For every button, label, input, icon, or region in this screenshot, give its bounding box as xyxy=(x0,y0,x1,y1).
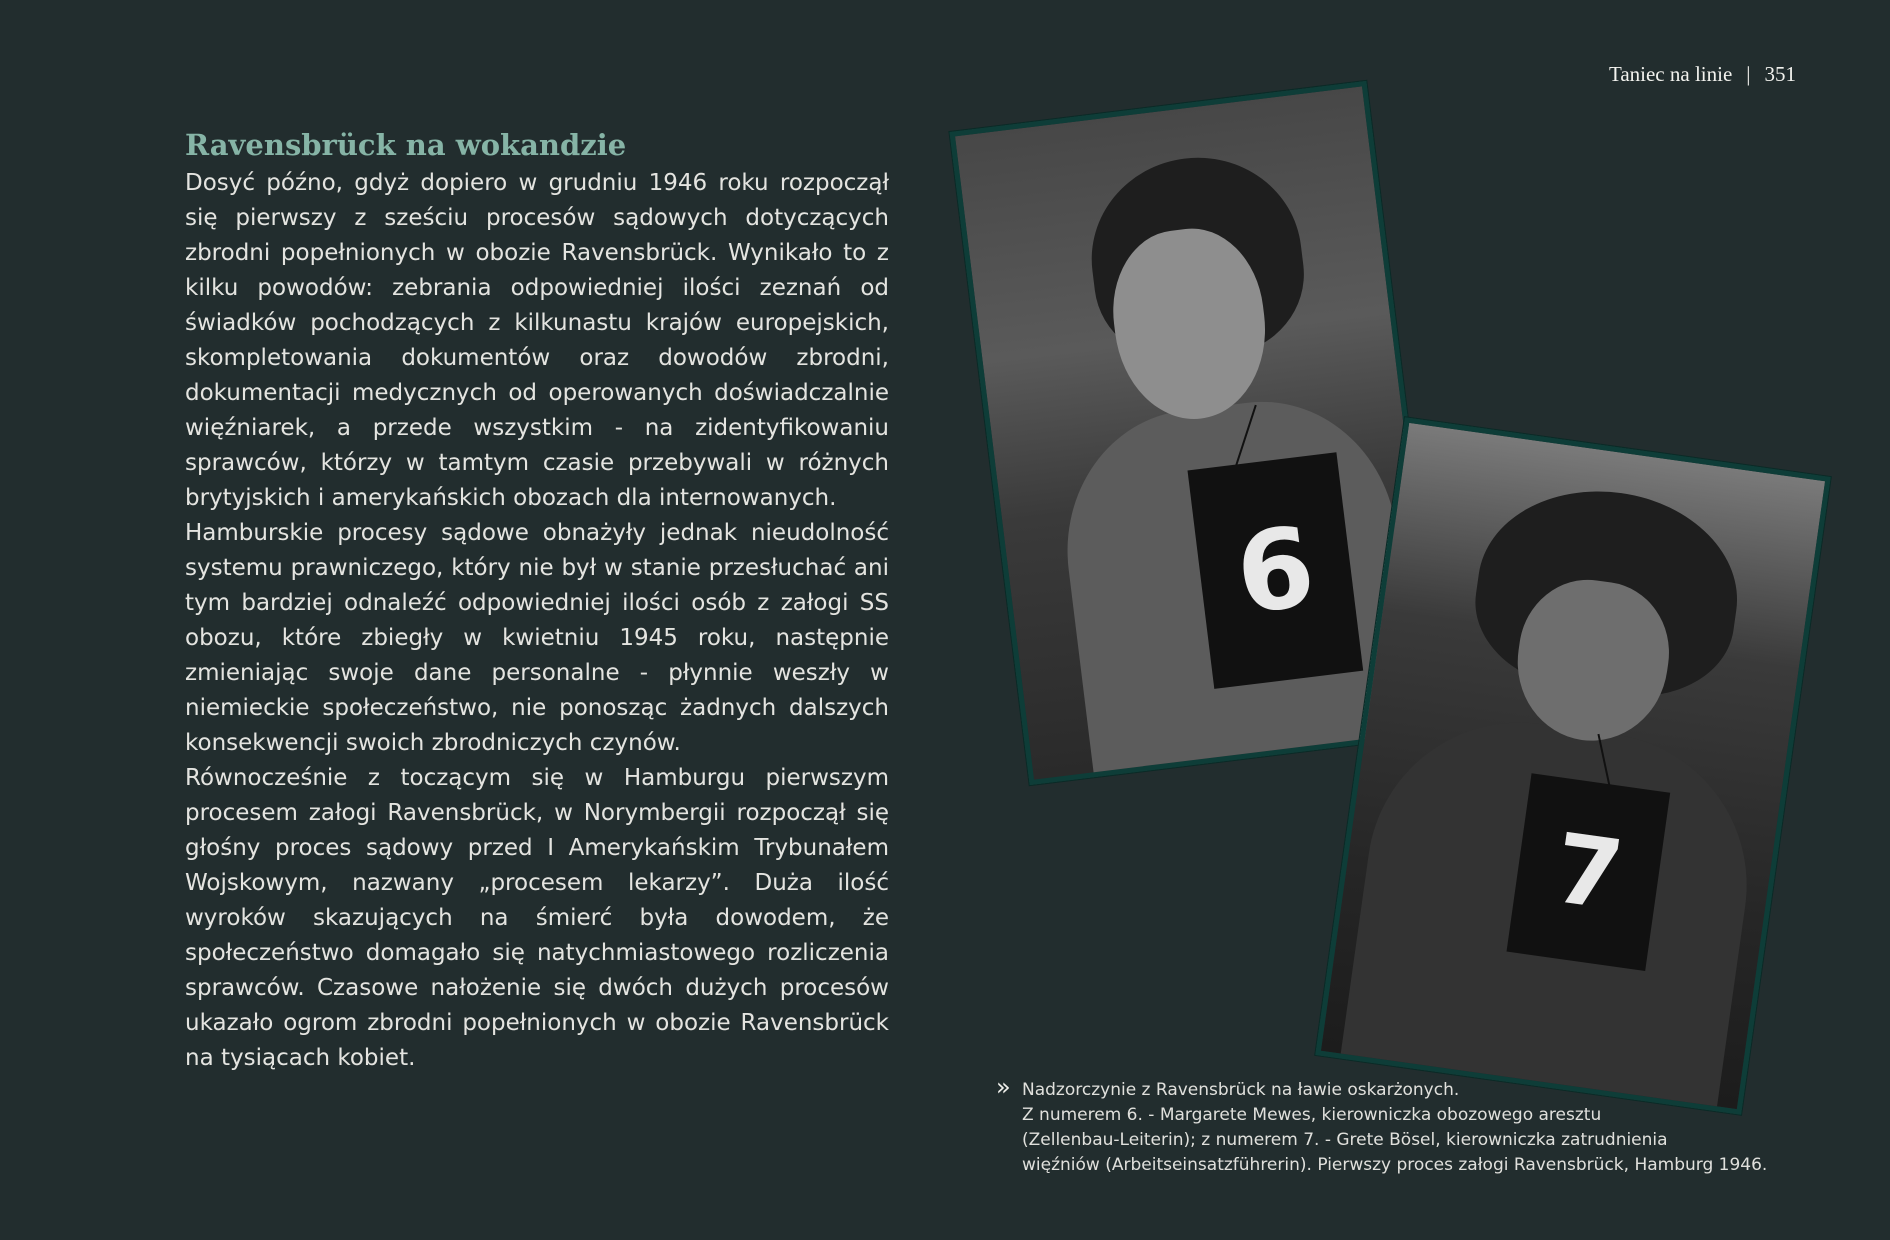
header-separator: | xyxy=(1746,62,1751,86)
photo-defendant-7 xyxy=(1315,417,1830,1115)
article xyxy=(185,126,889,1076)
photo-number-card: 6 xyxy=(1187,452,1363,689)
article-paragraph-3: Równocześnie z toczącym się w Hamburgu pierwszym procesem załogi Ravensbrück, w Norymbergii rozpoczął się głośny proces sądowy przed I Amerykańskim Trybunałem Wojskowym, nazwany „procesem lekarzy”. Duża ilość wyroków skazujących na śmierć była dowodem, że społeczeństwo domagało się natychmiastowego rozliczenia sprawców. Czasowe nałożenie się dwóch dużych procesów ukazało ogrom zbrodni popełnionych w obozie Ravensbrück na tysiącach kobiet. xyxy=(185,765,889,1071)
page-number: 351 xyxy=(1764,62,1796,86)
running-header xyxy=(1609,62,1796,87)
caption-line-1: Nadzorczynie z Ravensbrück na ławie oskarżonych. xyxy=(1022,1080,1460,1100)
article-heading: Ravensbrück na wokandzie xyxy=(185,128,627,162)
photo-caption xyxy=(996,1073,1800,1178)
caption-line-4: więźniów (Arbeitseinsatzführerin). Pierwszy proces załogi Ravensbrück, Hamburg 1946. xyxy=(1022,1155,1768,1175)
photo-number-card: 7 xyxy=(1507,773,1671,971)
caption-line-3: (Zellenbau-Leiterin); z numerem 7. - Grete Bösel, kierowniczka zatrudnienia xyxy=(1022,1130,1668,1150)
double-chevron-right-icon: » xyxy=(996,1073,1011,1101)
article-paragraph-2: Hamburskie procesy sądowe obnażyły jednak nieudolność systemu prawniczego, który nie był w stanie przesłuchać ani tym bardziej odnaleźć odpowiedniej ilości osób z załogi SS obozu, które zbiegły w kwietniu 1945 roku, następnie zmieniając swoje dane personalne - płynnie weszły w niemieckie społeczeństwo, nie ponosząc żadnych dalszych konsekwencji swoich zbrodniczych czynów. xyxy=(185,520,889,756)
header-title: Taniec na linie xyxy=(1608,62,1733,86)
caption-line-2: Z numerem 6. - Margarete Mewes, kierowniczka obozowego aresztu xyxy=(1022,1105,1602,1125)
article-paragraph-1: Dosyć późno, gdyż dopiero w grudniu 1946 roku rozpoczął się pierwszy z sześciu procesów sądowych dotyczących zbrodni popełnionych w obozie Ravensbrück. Wynikało to z kilku powodów: zebrania odpowiedniej ilości zeznań od świadków pochodzących z kilkunastu krajów europejskich, skompletowania dokumentów oraz dowodów zbrodni, dokumentacji medycznych od operowanych doświadczalnie więźniarek, a przede wszystkim - na zidentyfikowaniu sprawców, którzy w tamtym czasie przebywali w różnych brytyjskich i amerykańskich obozach dla internowanych. xyxy=(185,170,889,511)
